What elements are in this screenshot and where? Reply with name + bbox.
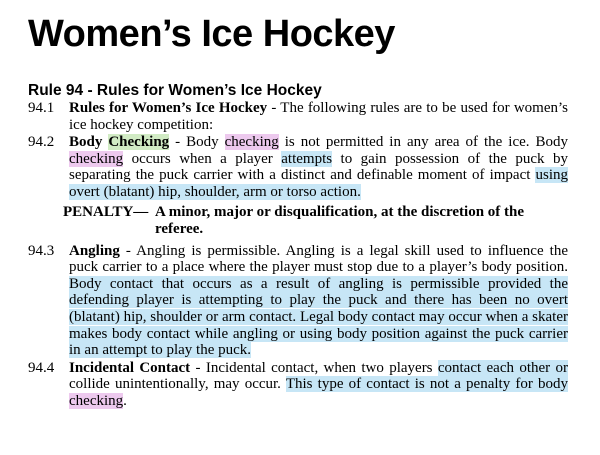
page-title: Women’s Ice Hockey — [28, 13, 395, 55]
section-94-3 — [28, 243, 568, 359]
highlight-attempts: attempts — [281, 150, 333, 167]
highlight-checking: checking — [69, 392, 124, 409]
section-text — [69, 243, 568, 359]
term-body: Body — [69, 134, 109, 151]
section-number: 94.1 — [28, 100, 55, 116]
rule-sections — [28, 100, 568, 411]
rule-heading: Rule 94 - Rules for Women’s Ice Hockey — [28, 82, 322, 99]
highlight-checking-term: Checking — [108, 134, 170, 151]
section-term: Rules for Women’s Ice Hockey — [69, 100, 268, 116]
body-text: collide unintentionally, may occur. — [69, 376, 286, 393]
highlight-checking: checking — [69, 150, 124, 167]
section-94-2 — [28, 134, 568, 200]
section-text — [69, 134, 568, 200]
body-text: to gain possession of the puck by separating the puck carrier with a distinct and definable moment of impact — [69, 150, 568, 184]
section-term: Incidental Contact — [69, 359, 191, 376]
penalty-note — [63, 204, 568, 238]
body-text: - Body — [169, 134, 225, 151]
highlight-contact: contact each other or — [437, 359, 568, 376]
penalty-label: PENALTY— — [63, 203, 149, 220]
highlight-not-penalty: This type of contact is not a penalty for body — [285, 376, 568, 393]
highlight-checking: checking — [224, 134, 279, 151]
section-text — [69, 360, 568, 410]
section-term: Angling — [69, 242, 120, 259]
body-text: - Incidental contact, when two players — [190, 359, 438, 376]
section-number: 94.4 — [28, 359, 55, 376]
section-94-1 — [28, 100, 568, 133]
highlight-body-contact: Body contact that occurs as a result of angling is permissible provided the defending player is attempting to play the puck and there has been no overt (blatant) hip, shoulder or arm contact. Legal body contact may occur when a skater makes body contact while angling or using body position against the puck carrier in an attempt to play the puck. — [69, 275, 568, 359]
body-text: . — [123, 392, 127, 409]
section-number: 94.2 — [28, 134, 55, 151]
penalty-text: A minor, major or disqualification, at the discretion of the referee. — [155, 203, 525, 237]
separator: - — [267, 100, 281, 116]
body-text: is not permitted in any area of the ice. Body — [278, 134, 568, 151]
section-text — [69, 100, 568, 133]
highlight-overt-action: using overt (blatant) hip, shoulder, arm or torso action. — [69, 167, 568, 200]
section-94-4 — [28, 360, 568, 410]
section-body: The following rules are to be used for women’s ice hockey competition: — [69, 100, 568, 133]
body-text: occurs when a player — [123, 150, 282, 167]
section-term — [69, 134, 169, 150]
section-number: 94.3 — [28, 242, 55, 259]
body-text: - Angling is permissible. Angling is a legal skill used to influence the puck carrier to a place where the player must stop due to a player’s body position. — [69, 242, 568, 276]
